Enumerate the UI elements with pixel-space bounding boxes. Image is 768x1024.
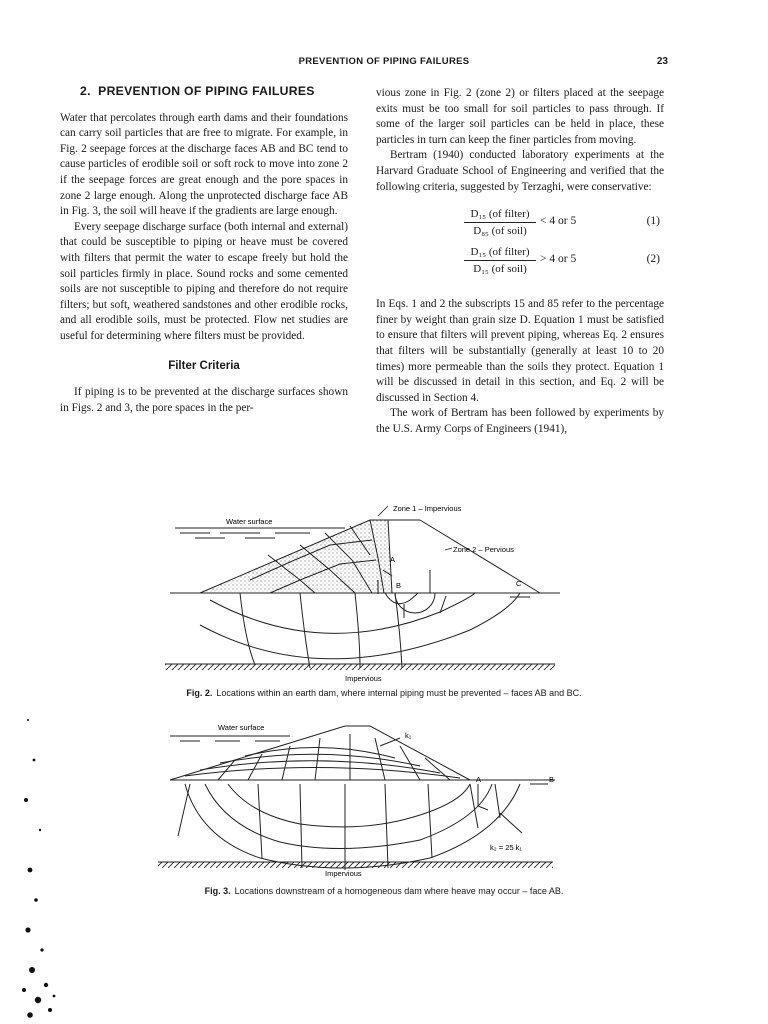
paragraph: vious zone in Fig. 2 (zone 2) or filters placed at the seepage exits must be too small for soil particles to pass through. If some of the larger soil particles can be held in place, these particles in turn can keep the finer particles from moving. [376, 87, 664, 146]
fig2-point-c: C [516, 579, 522, 588]
fig3-k2-label: k₂ = 25 k₁ [490, 843, 522, 852]
figure-2-drawing [0, 500, 768, 710]
page-header [0, 56, 768, 72]
figure-3 [0, 718, 768, 908]
section-heading [80, 84, 348, 100]
fig3-water-surface-label: Water surface [218, 723, 265, 732]
figure-3-caption [0, 886, 768, 896]
eq1-relation: < 4 or 5 [540, 215, 577, 228]
equation-2 [376, 245, 664, 283]
scan-edge-noise [20, 700, 60, 1024]
section-title: PREVENTION OF PIPING FAILURES [98, 84, 315, 98]
fig3-impervious-label: Impervious [325, 869, 362, 878]
paragraph: In Eqs. 1 and 2 the subscripts 15 and 85 refer to the percentage finer by weight than grain size D. Equation 1 must be satisfied to ensure that filters will prevent piping, whereas Eq. 2 ensures that filters will be substantially (generally at least 10 to 20 times) more permeable than the soils they protect. Equation 1 will be discussed in detail in this section, and Eq. 2 will be discussed in Section 4. [376, 298, 664, 404]
eq1-number: (1) [646, 215, 660, 228]
fig3-point-b: B [549, 775, 555, 784]
paragraph: Every seepage discharge surface (both internal and external) that could be susceptible to piping or heave must be covered with filters that permit the water to escape freely but hold the soil particles firmly in place. Sound rocks and some cemented soils are not susceptible to piping and therefore do not require filters; but soft, weathered sandstones and other erodible rocks, and all erodible soils, must be protected. Flow net studies are useful for determining where filters must be provided. [60, 220, 348, 342]
left-column [60, 84, 348, 416]
fig2-impervious-label: Impervious [345, 674, 382, 683]
eq2-number: (2) [646, 253, 660, 266]
figure-3-drawing [0, 718, 768, 908]
fig3-k1-label: k₁ [405, 731, 412, 740]
fig3-point-a: A [476, 775, 482, 784]
fig2-water-surface-label: Water surface [226, 517, 273, 526]
running-title: PREVENTION OF PIPING FAILURES [298, 56, 470, 67]
fig2-point-a: A [390, 555, 396, 564]
paragraph: The work of Bertram has been followed by experiments by the U.S. Army Corps of Engineers (1941), [376, 407, 664, 435]
fig3-caption-text: Locations downstream of a homogeneous dam where heave may occur – face AB. [234, 886, 564, 896]
paragraph: Water that percolates through earth dams and their foundations can carry soil particles that are free to migrate. For example, in Fig. 2 seepage forces at the discharge faces AB and BC tend to cause particles of erodible soil or soft rock to move into zone 2 if the seepage forces are great enough and the pore spaces in zone 2 large enough. Along the unprotected discharge face AB in Fig. 3, the soil will heave if the gradients are large enough. [60, 111, 348, 218]
eq2-numerator: D₁₅ (of filter) [464, 245, 536, 261]
fig3-caption-label: Fig. 3. [204, 886, 231, 896]
right-column [376, 86, 664, 438]
figure-2-caption [0, 688, 768, 698]
eq1-numerator: D₁₅ (of filter) [464, 207, 536, 223]
fig2-point-b: B [396, 581, 402, 590]
eq1-denominator: D₈₅ (of soil) [473, 225, 527, 238]
eq2-denominator: D₁₅ (of soil) [473, 263, 527, 276]
section-number: 2. [80, 84, 91, 98]
equations [376, 207, 664, 283]
fig2-caption-label: Fig. 2. [186, 688, 213, 698]
fig2-caption-text: Locations within an earth dam, where internal piping must be prevented – faces AB and BC. [216, 688, 582, 698]
equation-1 [376, 207, 664, 245]
eq2-relation: > 4 or 5 [540, 253, 577, 266]
page-number: 23 [656, 56, 668, 67]
paragraph: Bertram (1940) conducted laboratory experiments at the Harvard Graduate School of Engineering and verified that the following criteria, suggested by Terzaghi, were conservative: [376, 149, 664, 193]
paragraph: If piping is to be prevented at the discharge surfaces shown in Figs. 2 and 3, the pore spaces in the per- [60, 386, 348, 414]
fig2-zone2-label: Zone 2 – Pervious [453, 545, 514, 554]
figure-2 [0, 500, 768, 710]
subheading-filter-criteria: Filter Criteria [168, 359, 240, 372]
fig2-zone1-label: Zone 1 – Impervious [393, 504, 462, 513]
